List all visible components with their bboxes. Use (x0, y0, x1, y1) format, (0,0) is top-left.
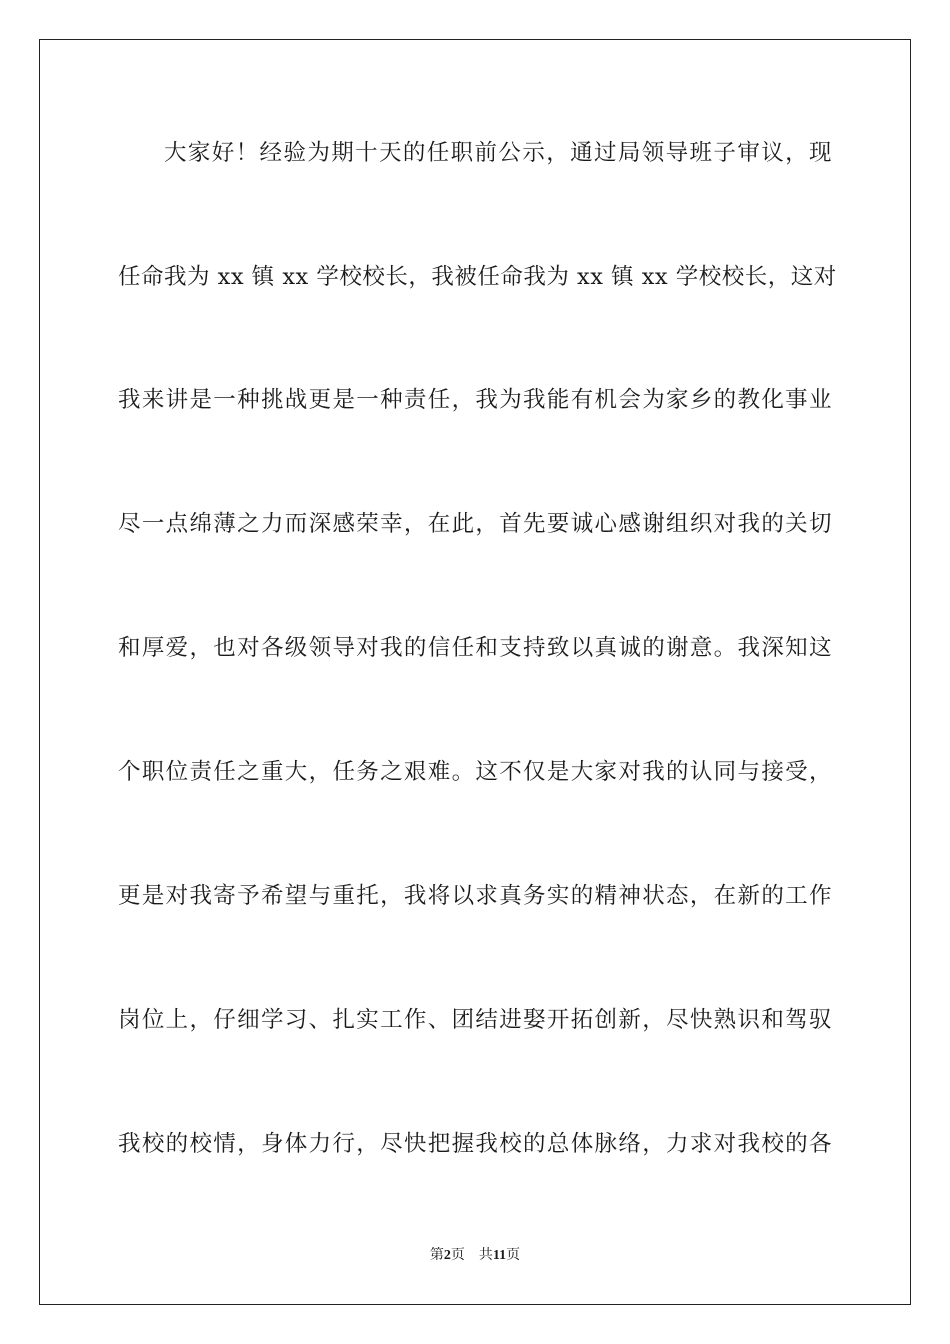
paragraph-line: 尽一点绵薄之力而深感荣幸，在此，首先要诚心感谢组织对我的关切 (118, 511, 832, 537)
page-border (39, 39, 911, 1305)
paragraph-line: 岗位上，仔细学习、扎实工作、团结进娶开拓创新，尽快熟识和驾驭 (118, 1007, 832, 1033)
page-number: 2 (443, 1248, 451, 1263)
page-suffix: 页 (450, 1247, 465, 1263)
paragraph-line: 我来讲是一种挑战更是一种责任，我为我能有机会为家乡的教化事业 (118, 387, 832, 413)
page-prefix: 第 (429, 1247, 444, 1263)
page-footer (0, 1245, 950, 1266)
total-suffix: 页 (506, 1247, 521, 1263)
paragraph-line: 大家好！经验为期十天的任职前公示，通过局领导班子审议，现 (164, 140, 832, 166)
paragraph-line: 和厚爱，也对各级领导对我的信任和支持致以真诚的谢意。我深知这 (118, 635, 832, 661)
paragraph-line: 我校的校情，身体力行，尽快把握我校的总体脉络，力求对我校的各 (118, 1131, 832, 1157)
total-prefix: 共 (478, 1247, 493, 1263)
paragraph-line: 个职位责任之重大，任务之艰难。这不仅是大家对我的认同与接受， (118, 759, 832, 785)
paragraph-line: 更是对我寄予希望与重托，我将以求真务实的精神状态，在新的工作 (118, 883, 832, 909)
total-pages: 11 (492, 1248, 507, 1263)
paragraph-line: 任命我为 xx 镇 xx 学校校长，我被任命我为 xx 镇 xx 学校校长，这对 (118, 264, 837, 290)
